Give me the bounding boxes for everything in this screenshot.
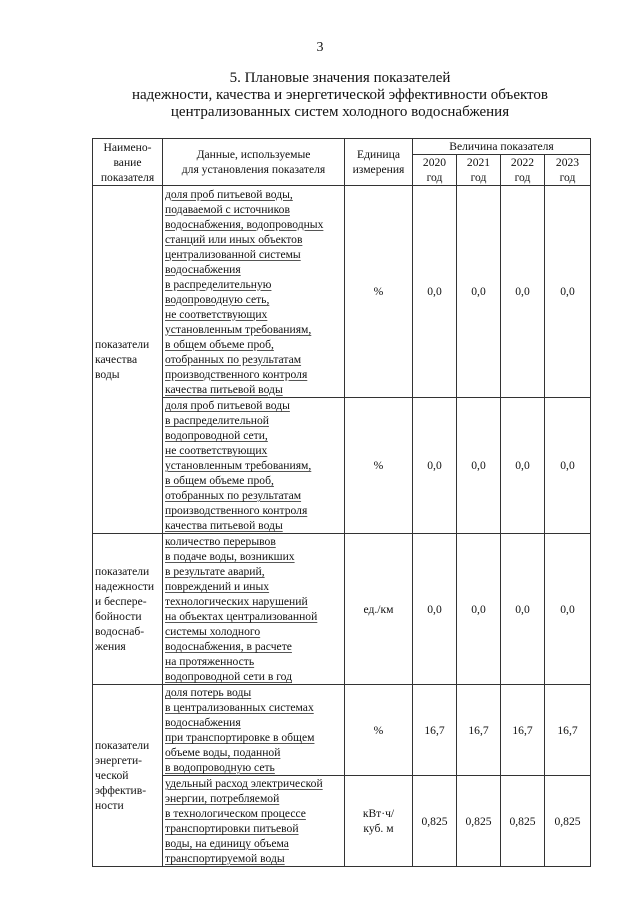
unit-cell: %: [345, 685, 413, 776]
value-cell: 0,0: [457, 186, 501, 398]
value-cell: 0,0: [457, 534, 501, 685]
unit-cell: ед./км: [345, 534, 413, 685]
table-row: [93, 685, 591, 776]
source-data-description: доля проб питьевой воды в распределительной водопроводной сети, не соответствующих установленным требованиям, в общем объеме проб, отобранных по результатам производственного контроля качества питьевой воды: [163, 398, 345, 534]
header-year-2022: 2022 год: [501, 155, 545, 186]
table-row: [93, 398, 591, 534]
source-data-description: количество перерывов в подаче воды, возникших в результате аварий, повреждений и иных технологических нарушений на объектах централизованной системы холодного водоснабжения, в расчете на протяженность водопроводной сети в год: [163, 534, 345, 685]
header-indicator-name: Наимено- вание показателя: [93, 139, 163, 186]
value-cell: 0,825: [545, 776, 591, 867]
value-cell: 0,825: [457, 776, 501, 867]
source-data-description: доля проб питьевой воды, подаваемой с источников водоснабжения, водопроводных станций или иных объектов централизованной системы водоснабжения в распределительную водопроводную сеть, не соответствующих установленным требованиям, в общем объеме проб, отобранных по результатам производственного контроля качества питьевой воды: [163, 186, 345, 398]
value-cell: 0,0: [457, 398, 501, 534]
header-year-2023: 2023 год: [545, 155, 591, 186]
heading-line-1: 5. Плановые значения показателей: [229, 70, 451, 86]
value-cell: 0,0: [545, 398, 591, 534]
unit-cell: %: [345, 186, 413, 398]
unit-cell: %: [345, 398, 413, 534]
value-cell: 16,7: [457, 685, 501, 776]
table-row: [93, 186, 591, 398]
value-cell: 16,7: [501, 685, 545, 776]
unit-cell: кВт·ч/ куб. м: [345, 776, 413, 867]
value-cell: 0,825: [501, 776, 545, 867]
value-cell: 0,0: [413, 398, 457, 534]
header-source-data: Данные, используемые для установления показателя: [163, 139, 345, 186]
table-row: [93, 776, 591, 867]
value-cell: 16,7: [413, 685, 457, 776]
table-body: [93, 186, 591, 867]
document-heading: [80, 70, 600, 121]
header-year-2020: 2020 год: [413, 155, 457, 186]
heading-line-3: централизованных систем холодного водоснабжения: [170, 104, 510, 120]
source-data-description: удельный расход электрической энергии, потребляемой в технологическом процессе транспортировки питьевой воды, на единицу объема транспортируемой воды: [163, 776, 345, 867]
header-value-group: Величина показателя: [413, 139, 591, 155]
value-cell: 0,0: [413, 534, 457, 685]
indicator-name: показатели качества воды: [93, 186, 163, 534]
value-cell: 0,0: [501, 534, 545, 685]
indicator-name: показатели надежности и беспере- бойности водоснаб- жения: [93, 534, 163, 685]
value-cell: 0,0: [501, 398, 545, 534]
value-cell: 0,0: [501, 186, 545, 398]
page-number: 3: [316, 40, 324, 55]
heading-line-2: надежности, качества и энергетической эффективности объектов: [131, 87, 548, 103]
header-unit: Единица измерения: [345, 139, 413, 186]
value-cell: 0,825: [413, 776, 457, 867]
value-cell: 0,0: [413, 186, 457, 398]
value-cell: 0,0: [545, 186, 591, 398]
indicator-name: показатели энергети- ческой эффектив- ности: [93, 685, 163, 867]
source-data-description: доля потерь воды в централизованных системах водоснабжения при транспортировке в общем объеме воды, поданной в водопроводную сеть: [163, 685, 345, 776]
value-cell: 16,7: [545, 685, 591, 776]
value-cell: 0,0: [545, 534, 591, 685]
table-row: [93, 534, 591, 685]
header-year-2021: 2021 год: [457, 155, 501, 186]
indicators-table: [92, 138, 591, 867]
